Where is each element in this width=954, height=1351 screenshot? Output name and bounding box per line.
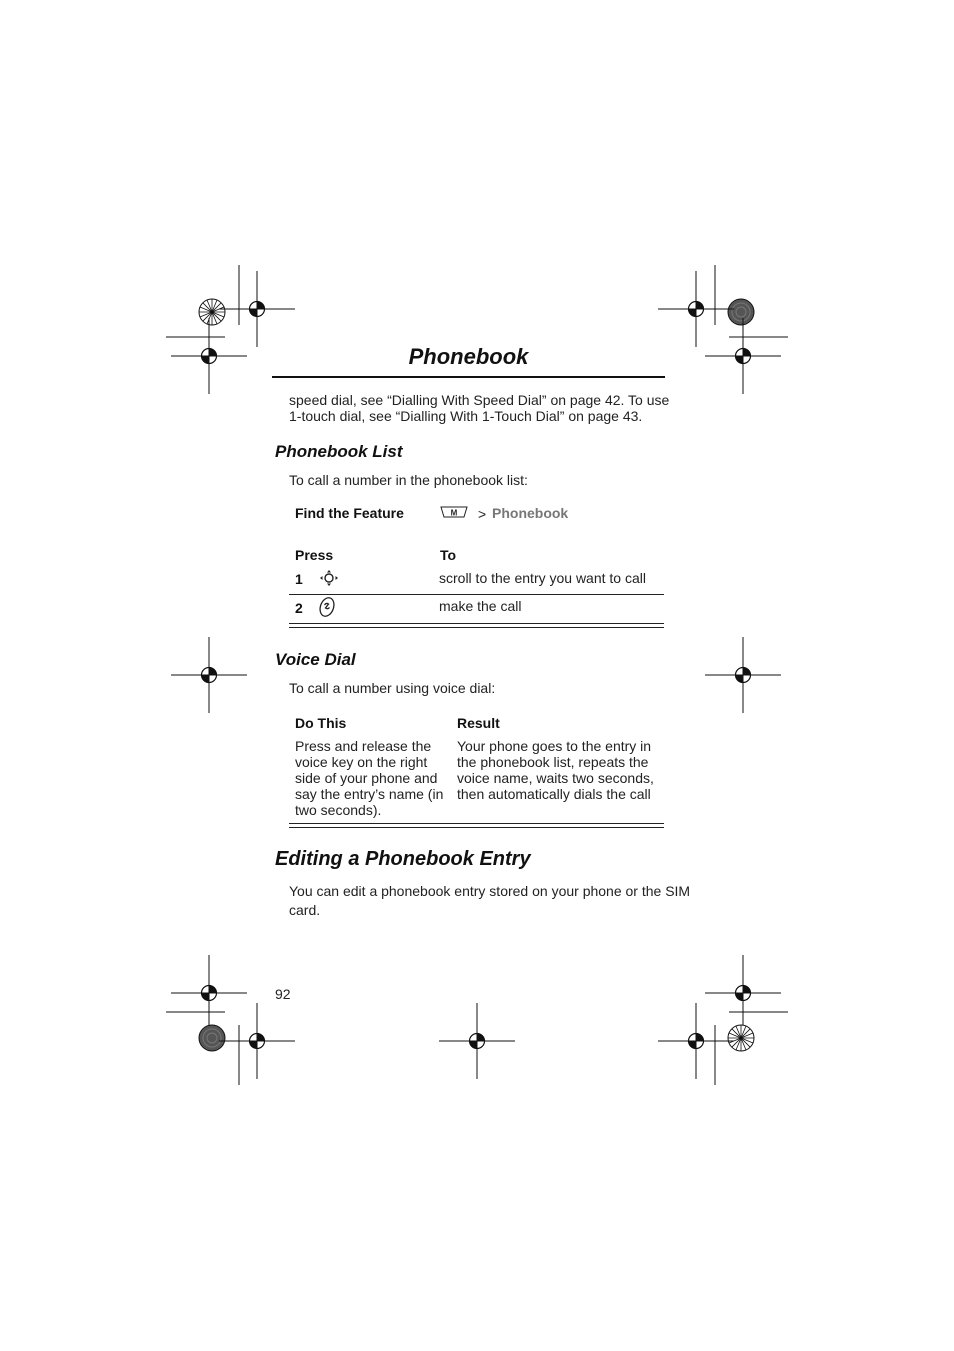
section-heading-voice-dial: Voice Dial	[275, 650, 356, 669]
row-2-action: make the call	[439, 598, 522, 614]
intro-line-2: 1-touch dial, see “Dialling With 1-Touch Dial” on page 43.	[289, 408, 643, 424]
find-feature-label: Find the Feature	[295, 505, 404, 521]
result-line: the phonebook list, repeats the	[457, 754, 649, 770]
column-header-result: Result	[457, 715, 500, 731]
intro-line-1: speed dial, see “Dialling With Speed Dial” on page 42. To use	[289, 392, 670, 408]
page-title: Phonebook	[408, 344, 529, 369]
result-line: voice name, waits two seconds,	[457, 770, 654, 786]
column-header-to: To	[440, 547, 457, 563]
row-2-number: 2	[295, 600, 303, 616]
column-header-do-this: Do This	[295, 715, 347, 731]
path-separator: >	[478, 506, 487, 522]
do-this-line: side of your phone and	[295, 770, 438, 786]
result-line: then automatically dials the call	[457, 786, 651, 802]
result-line: Your phone goes to the entry in	[457, 738, 652, 754]
section-heading-phonebook-list: Phonebook List	[275, 442, 403, 461]
row-1-action: scroll to the entry you want to call	[439, 570, 646, 586]
section-heading-editing: Editing a Phonebook Entry	[275, 848, 531, 870]
do-this-line: two seconds).	[295, 802, 382, 818]
do-this-line: voice key on the right	[295, 754, 428, 770]
menu-path-phonebook: Phonebook	[492, 505, 569, 521]
row-1-number: 1	[295, 571, 303, 587]
do-this-line: say the entry’s name (in	[295, 786, 444, 802]
menu-key-glyph: M	[450, 508, 458, 518]
editing-line-1: You can edit a phonebook entry stored on your phone or the SIM	[289, 883, 691, 899]
phonebook-list-lead: To call a number in the phonebook list:	[289, 472, 528, 488]
column-header-press: Press	[295, 547, 334, 563]
do-this-line: Press and release the	[295, 738, 432, 754]
page-number: 92	[275, 986, 291, 1002]
editing-line-2: card.	[289, 902, 321, 918]
voice-dial-lead: To call a number using voice dial:	[289, 680, 496, 696]
